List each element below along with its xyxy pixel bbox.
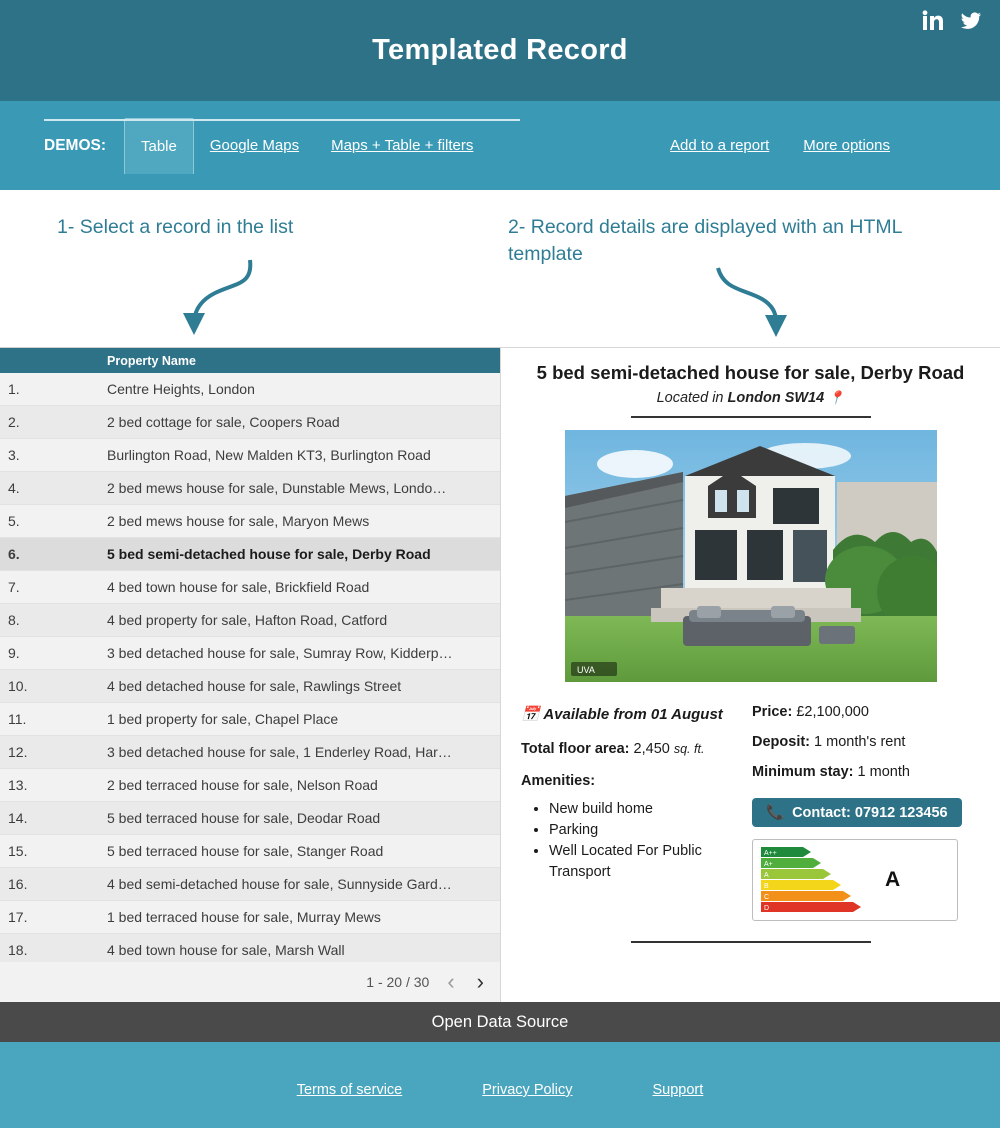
row-index: 8.	[8, 612, 20, 628]
price-row	[752, 704, 980, 720]
svg-text:B: B	[764, 883, 769, 890]
row-index: 4.	[8, 480, 20, 496]
contact-button[interactable]	[752, 798, 962, 827]
property-photo-image	[565, 430, 937, 682]
linkedin-icon[interactable]	[922, 10, 944, 32]
phone-icon: 📞	[766, 805, 785, 821]
row-index: 1.	[8, 381, 20, 397]
table-row[interactable]	[0, 769, 500, 802]
row-property-name: 2 bed mews house for sale, Maryon Mews	[107, 513, 370, 529]
availability-text: Available from 01 August	[543, 706, 723, 723]
pager-next-button[interactable]: ›	[476, 969, 484, 994]
floor-area-label: Total floor area:	[521, 741, 630, 757]
row-index: 5.	[8, 513, 20, 529]
detail-divider-bottom	[631, 941, 871, 943]
deposit-row	[752, 734, 980, 750]
detail-info-columns	[521, 704, 980, 921]
add-to-report-link[interactable]: Add to a report	[670, 137, 770, 154]
table-row[interactable]	[0, 406, 500, 439]
footer-link-privacy[interactable]: Privacy Policy	[482, 1082, 573, 1098]
list-item: • Parking	[549, 820, 736, 841]
availability	[521, 704, 736, 725]
table-row[interactable]	[0, 373, 500, 406]
demo-tabs	[124, 118, 489, 174]
row-index: 9.	[8, 645, 20, 661]
table-row[interactable]	[0, 736, 500, 769]
row-property-name: 4 bed property for sale, Hafton Road, Catford	[107, 612, 388, 628]
table-row[interactable]	[0, 670, 500, 703]
row-property-name: Burlington Road, New Malden KT3, Burlington Road	[107, 447, 431, 463]
tab-google-maps[interactable]: Google Maps	[209, 137, 300, 154]
record-detail-panel	[500, 347, 1000, 1002]
detail-divider-top	[631, 416, 871, 418]
deposit-label: Deposit:	[752, 734, 810, 750]
row-property-name: 3 bed detached house for sale, Sumray Row, Kidderp…	[107, 645, 453, 661]
annotation-template-details: 2- Record details are displayed with an HTML template	[508, 216, 902, 265]
row-property-name: 4 bed detached house for sale, Rawlings Street	[107, 678, 402, 694]
detail-title: 5 bed semi-detached house for sale, Derby Road	[536, 362, 965, 383]
table-row[interactable]	[0, 604, 500, 637]
row-index: 2.	[8, 414, 20, 430]
tabs-underline	[44, 119, 520, 121]
row-index: 14.	[8, 810, 28, 826]
row-property-name: 2 bed terraced house for sale, Nelson Road	[107, 777, 378, 793]
table-row[interactable]	[0, 835, 500, 868]
row-property-name: 4 bed town house for sale, Marsh Wall	[107, 942, 345, 958]
table-row[interactable]	[0, 571, 500, 604]
list-item: • New build home	[549, 799, 736, 820]
row-index: 10.	[8, 678, 28, 694]
row-property-name: 2 bed cottage for sale, Coopers Road	[107, 414, 340, 430]
calendar-icon: 📅	[521, 706, 540, 723]
arrow-left-icon	[175, 255, 275, 347]
annotation-select-record: 1- Select a record in the list	[57, 216, 294, 238]
annotation-area	[0, 190, 1000, 347]
row-index: 7.	[8, 579, 20, 595]
row-property-name: Centre Heights, London	[107, 381, 255, 397]
floor-area-unit: sq. ft.	[673, 742, 705, 756]
amenities-list	[521, 799, 736, 883]
table-row[interactable]	[0, 802, 500, 835]
svg-text:D: D	[764, 905, 770, 912]
contact-button-label: Contact: 07912 123456	[792, 804, 948, 821]
row-property-name: 5 bed terraced house for sale, Stanger Road	[107, 843, 384, 859]
table-row[interactable]	[0, 637, 500, 670]
deposit-value: 1 month's rent	[814, 734, 906, 750]
list-item: • Well Located For Public Transport	[549, 841, 736, 883]
svg-text:UVA: UVA	[576, 665, 595, 675]
open-data-source-bar[interactable]	[0, 1002, 1000, 1042]
row-index: 3.	[8, 447, 20, 463]
property-photo	[565, 430, 937, 682]
row-index: 15.	[8, 843, 28, 859]
epc-bars-icon	[761, 846, 871, 914]
page-footer	[0, 1042, 1000, 1128]
page-header	[0, 0, 1000, 101]
tab-maps-table-filters[interactable]: Maps + Table + filters	[331, 137, 474, 154]
min-stay-label: Minimum stay:	[752, 764, 854, 780]
row-property-name: 4 bed town house for sale, Brickfield Road	[107, 579, 370, 595]
row-property-name: 4 bed semi-detached house for sale, Sunnyside Gard…	[107, 876, 452, 892]
column-header-property-name: Property Name	[107, 353, 196, 368]
svg-text:A++: A++	[764, 850, 777, 857]
footer-link-terms[interactable]: Terms of service	[296, 1082, 403, 1098]
page-title: Templated Record	[372, 34, 628, 66]
footer-link-support[interactable]: Support	[652, 1082, 704, 1098]
row-property-name: 3 bed detached house for sale, 1 Enderley Road, Har…	[107, 744, 452, 760]
row-index: 11.	[8, 711, 27, 727]
map-pin-icon: 📍	[828, 390, 845, 405]
table-row[interactable]	[0, 934, 500, 962]
tab-table[interactable]: Table	[124, 118, 194, 174]
row-property-name: 5 bed terraced house for sale, Deodar Road	[107, 810, 381, 826]
amenities-label: Amenities:	[521, 773, 596, 789]
row-property-name: 1 bed property for sale, Chapel Place	[107, 711, 339, 727]
row-index: 17.	[8, 909, 28, 925]
row-index: 18.	[8, 942, 28, 958]
open-data-source-label: Open Data Source	[431, 1012, 569, 1031]
table-pager	[0, 962, 500, 1002]
row-index: 6.	[8, 546, 20, 562]
epc-rating-chart	[752, 839, 958, 921]
svg-text:C: C	[764, 894, 770, 901]
price-label: Price:	[752, 704, 793, 720]
pager-range: 1 - 20 / 30	[366, 974, 430, 990]
price-value: £2,100,000	[796, 704, 869, 720]
min-stay-value: 1 month	[857, 764, 910, 780]
row-property-name: 2 bed mews house for sale, Dunstable Mews, Londo…	[107, 480, 447, 496]
row-index: 16.	[8, 876, 28, 892]
table-row[interactable]	[0, 472, 500, 505]
detail-location	[521, 390, 980, 406]
floor-area	[521, 741, 736, 757]
row-index: 12.	[8, 744, 28, 760]
detail-right-column	[752, 704, 980, 921]
floor-area-value: 2,450	[633, 741, 670, 757]
location-value: London SW14	[727, 390, 825, 406]
table-row[interactable]	[0, 901, 500, 934]
more-options-link[interactable]: More options	[803, 137, 890, 154]
demos-bar	[0, 101, 1000, 190]
table-row[interactable]	[0, 868, 500, 901]
main-content	[0, 347, 1000, 1002]
row-index: 13.	[8, 777, 28, 793]
demo-actions	[670, 137, 980, 154]
record-list-panel	[0, 347, 500, 1002]
svg-text:A+: A+	[764, 861, 773, 868]
table-row[interactable]	[0, 439, 500, 472]
table-row-selected[interactable]	[0, 538, 500, 571]
demos-label: DEMOS:	[44, 136, 106, 154]
detail-left-column	[521, 704, 736, 921]
pager-prev-button[interactable]: ‹	[447, 969, 455, 994]
table-rows	[0, 373, 500, 962]
twitter-icon[interactable]	[960, 10, 982, 32]
epc-rating-letter: A	[885, 868, 901, 891]
row-property-name: 5 bed semi-detached house for sale, Derby Road	[107, 546, 431, 562]
row-property-name: 1 bed terraced house for sale, Murray Mews	[107, 909, 381, 925]
table-header-row	[0, 348, 500, 373]
svg-text:A: A	[764, 872, 769, 879]
located-in-label: Located in	[656, 390, 724, 406]
table-row[interactable]	[0, 703, 500, 736]
min-stay-row	[752, 764, 980, 780]
social-links	[922, 10, 982, 32]
arrow-right-icon	[710, 265, 810, 347]
table-row[interactable]	[0, 505, 500, 538]
